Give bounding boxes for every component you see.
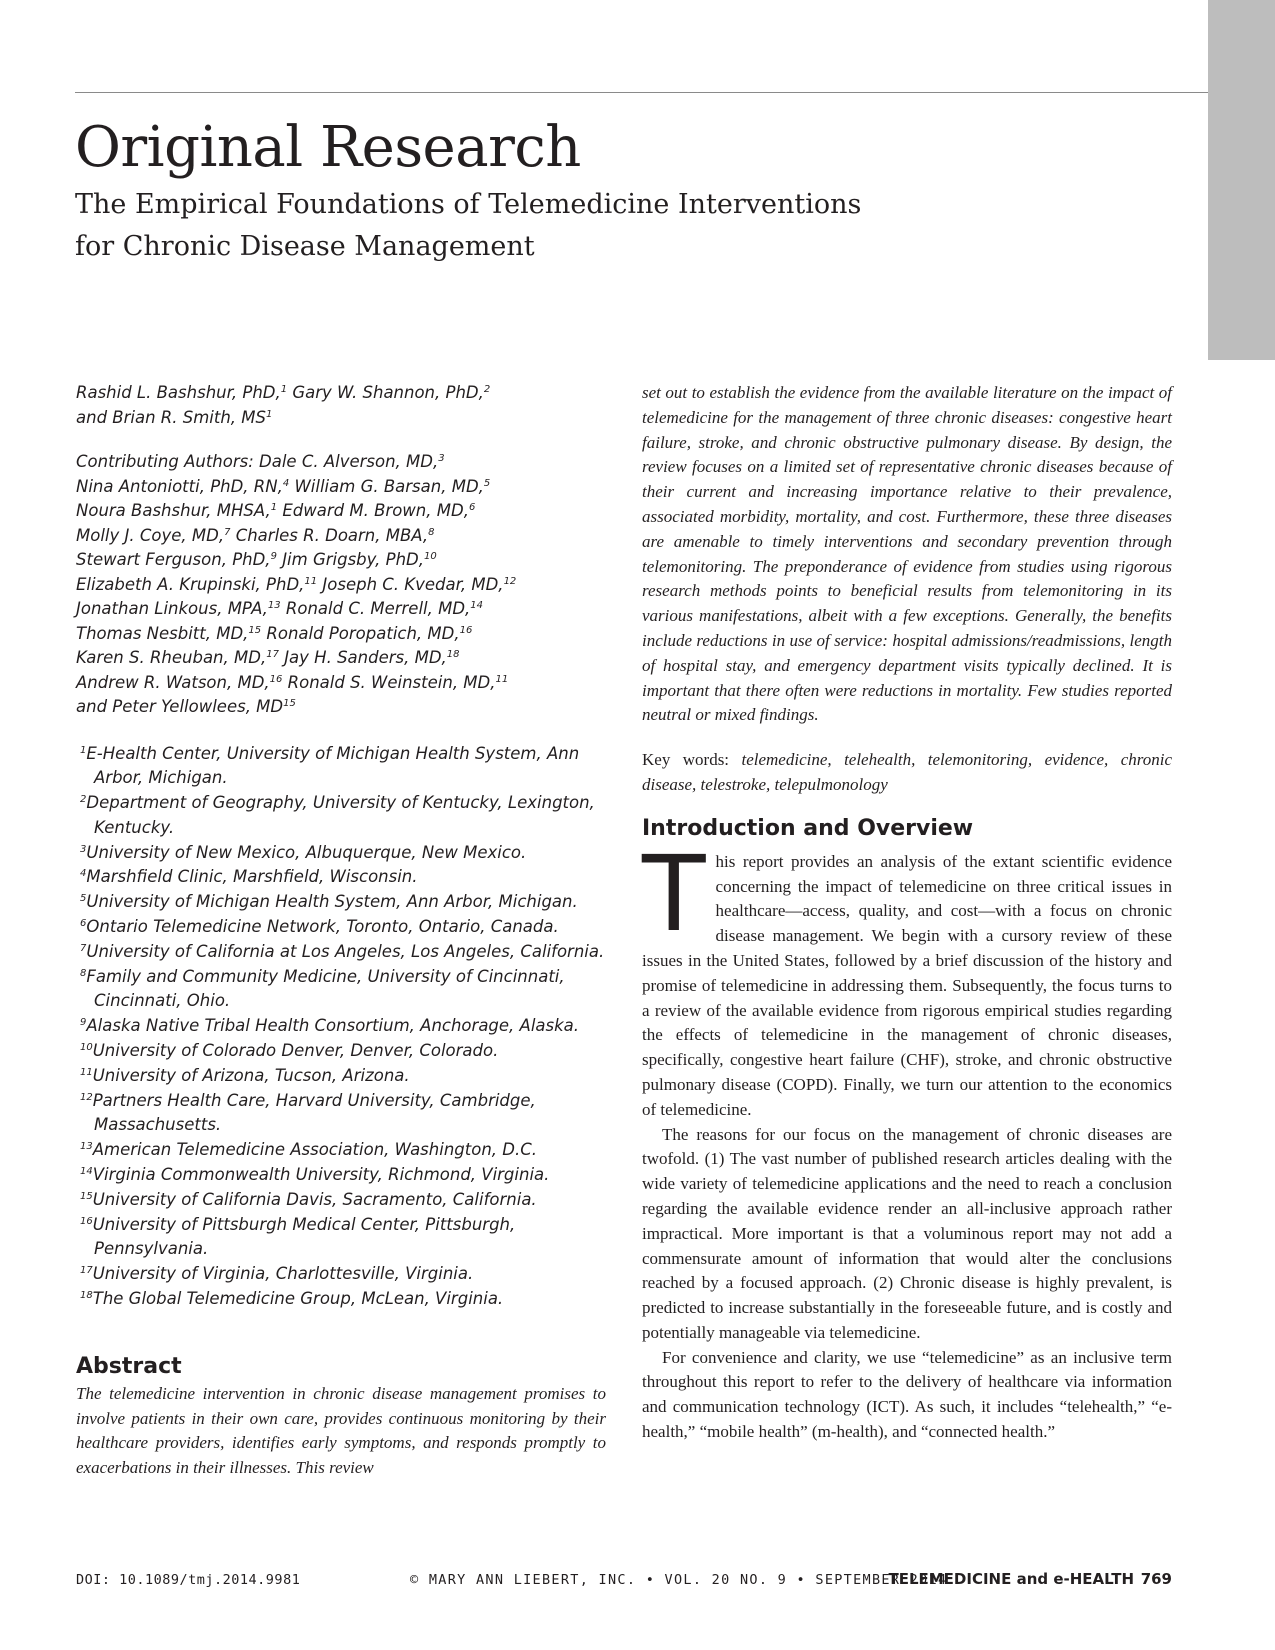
- author-name: Andrew R. Watson, MD,: [76, 672, 270, 692]
- affiliation-marker: 14: [470, 600, 484, 611]
- affiliation-marker: 10: [423, 551, 437, 562]
- keywords: [642, 748, 1172, 798]
- author-name: Karen S. Rheuban, MD,: [76, 648, 267, 667]
- affiliation-item: [76, 965, 606, 1015]
- affiliation-text: University of Colorado Denver, Denver, Colorado.: [92, 1041, 499, 1061]
- affiliation-marker: 1: [266, 408, 273, 420]
- affiliation-text: University of Arizona, Tucson, Arizona.: [92, 1065, 410, 1085]
- author-line: [76, 597, 606, 622]
- author-name: Rashid L. Bashshur, PhD,: [76, 383, 281, 402]
- affiliation-item: [76, 940, 606, 965]
- affiliation-marker: 17: [266, 649, 279, 660]
- author-name: Edward M. Brown, MD,: [282, 501, 469, 520]
- affiliation-item: [76, 1188, 606, 1213]
- affiliation-number: 3: [80, 843, 87, 855]
- introduction-body: [642, 832, 1172, 1445]
- affiliation-item: [76, 890, 606, 915]
- journal-name: TELEMEDICINE and e-HEALTH: [888, 1570, 1134, 1588]
- abstract-text: The telemedicine intervention in chronic disease management promises to involve patients in their own care, provides continuous monitoring by their healthcare providers, identifies early symptoms, and responds promptly to exacerbations in their illnesses. This review: [76, 1383, 606, 1478]
- affiliation-item: [76, 841, 606, 866]
- author-name: Jay H. Sanders, MD,: [284, 648, 447, 667]
- author-name: Ronald S. Weinstein, MD,: [287, 672, 496, 692]
- abstract-heading: Abstract: [76, 1353, 182, 1379]
- affiliation-item: [76, 1064, 606, 1089]
- left-column: [76, 381, 606, 1481]
- affiliation-text: University of New Mexico, Albuquerque, New Mexico.: [86, 842, 527, 862]
- author-line: [76, 548, 606, 573]
- affiliation-number: 16: [80, 1215, 93, 1227]
- affiliation-item: [76, 1163, 606, 1188]
- author-name: Elizabeth A. Krupinski, PhD,: [76, 574, 305, 594]
- affiliation-marker: 11: [495, 673, 509, 685]
- affiliation-number: 6: [80, 918, 87, 930]
- author-name: Molly J. Coye, MD,: [76, 525, 225, 545]
- affiliation-item: [76, 1262, 606, 1287]
- affiliation-number: 15: [80, 1190, 93, 1202]
- intro-paragraph: For convenience and clarity, we use “telemedicine” as an inclusive term throughout this report to refer to the delivery of healthcare via information and communication technology (ICT). As such, it includes “telehealth,” “e-health,” “mobile health” (m-health), and “connected health.”: [642, 1347, 1172, 1442]
- author-name: and Brian R. Smith, MS: [76, 407, 266, 427]
- author-line: [76, 695, 606, 720]
- affiliation-marker: 3: [438, 453, 445, 464]
- author-name: Ronald C. Merrell, MD,: [285, 599, 471, 618]
- affiliation-number: 5: [80, 893, 87, 905]
- affiliations-list: [76, 742, 606, 1312]
- author-name: William G. Barsan, MD,: [294, 476, 484, 496]
- affiliation-text: Alaska Native Tribal Health Consortium, Anchorage, Alaska.: [86, 1016, 580, 1036]
- intro-paragraph-text: his report provides an analysis of the extant scientific evidence concerning the impact of telemedicine on three critical issues in healthcare—access, quality, and cost—with a focus on chronic disease management. We begin with a cursory review of these issues in the United States, followed by a brief discussion of the history and promise of telemedicine in addressing them. Subsequently, the focus turns to a review of the available evidence from rigorous empirical studies regarding the effects of telemedicine in the management of chronic diseases, specifically, congestive heart failure (CHF), stroke, and chronic obstructive pulmonary disease (COPD). Finally, we turn our attention to the economics of telemedicine.: [642, 851, 1172, 1119]
- affiliation-number: 14: [80, 1166, 93, 1178]
- author-line: [76, 646, 606, 671]
- affiliation-text: The Global Telemedicine Group, McLean, Virginia.: [92, 1289, 504, 1309]
- affiliation-marker: 1: [270, 502, 278, 513]
- affiliation-item: [76, 1213, 606, 1263]
- affiliation-number: 4: [80, 868, 87, 880]
- affiliation-item: [76, 1287, 606, 1312]
- affiliation-number: 18: [80, 1290, 93, 1302]
- affiliation-item: [76, 915, 606, 940]
- author-name: Stewart Ferguson, PhD,: [76, 550, 271, 569]
- affiliation-text: American Telemedicine Association, Washington, D.C.: [92, 1140, 537, 1160]
- affiliation-marker: 12: [503, 575, 517, 587]
- side-tab-marker: [1208, 0, 1275, 360]
- affiliation-marker: 6: [468, 502, 476, 513]
- affiliation-marker: 16: [269, 673, 283, 685]
- affiliation-marker: 16: [459, 624, 473, 636]
- affiliation-marker: 13: [267, 600, 281, 611]
- affiliation-marker: 5: [483, 477, 491, 489]
- author-line: [76, 406, 606, 431]
- affiliation-item: [76, 1039, 606, 1064]
- affiliation-text: Marshfield Clinic, Marshfield, Wisconsin.: [86, 867, 418, 887]
- author-name: Jim Grigsby, PhD,: [282, 550, 424, 569]
- affiliation-marker: 7: [224, 526, 231, 538]
- author-name: Noura Bashshur, MHSA,: [76, 501, 271, 520]
- affiliation-number: 11: [80, 1066, 93, 1078]
- page-number: 769: [1140, 1570, 1172, 1588]
- affiliation-number: 1: [80, 744, 87, 756]
- affiliation-item: [76, 1014, 606, 1039]
- author-line: [76, 573, 606, 598]
- introduction-heading: Introduction and Overview: [642, 815, 974, 841]
- affiliation-number: 2: [80, 794, 87, 806]
- affiliation-marker: 1: [280, 384, 288, 395]
- affiliation-item: [76, 742, 606, 792]
- affiliation-text: University of California Davis, Sacramento, California.: [92, 1189, 537, 1209]
- author-line: [76, 475, 606, 500]
- affiliation-number: 13: [80, 1141, 93, 1153]
- abstract-text-continued: set out to establish the evidence from the available literature on the impact of telemedicine for the management of three chronic diseases: congestive heart failure, stroke, and chronic obstructive pulmonary disease. By design, the review focuses on a limited set of representative chronic diseases because of their current and increasing importance relative to their prevalence, associated morbidity, mortality, and cost. Furthermore, these three diseases are amenable to timely interventions and secondary prevention through telemonitoring. The preponderance of evidence from studies using rigorous research methods points to beneficial results from telemonitoring in its various manifestations, albeit with a few exceptions. Generally, the benefits include reductions in use of service: hospital admissions/readmissions, length of hospital stay, and emergency department visits typically declined. It is important that there often were reductions in mortality. Few studies reported neutral or mixed findings.: [642, 383, 1172, 725]
- affiliation-text: Family and Community Medicine, University of Cincinnati, Cincinnati, Ohio.: [86, 966, 565, 1011]
- author-name: Nina Antoniotti, PhD, RN,: [76, 476, 283, 496]
- affiliation-item: [76, 1089, 606, 1139]
- keywords-list: telemedicine, telehealth, telemonitoring, evidence, chronic disease, telestroke, telepulmonology: [642, 750, 1172, 794]
- author-name: Thomas Nesbitt, MD,: [76, 623, 249, 643]
- keywords-label: Key words:: [642, 750, 730, 770]
- author-line: [76, 671, 606, 696]
- affiliation-marker: 15: [283, 698, 296, 709]
- affiliation-item: [76, 791, 606, 841]
- publisher-info: © MARY ANN LIEBERT, INC. • VOL. 20 NO. 9 • SEPTEMBER 2014: [410, 1572, 948, 1588]
- author-line: [76, 524, 606, 549]
- author-line: [76, 622, 606, 647]
- affiliation-text: E-Health Center, University of Michigan Health System, Ann Arbor, Michigan.: [86, 743, 580, 788]
- affiliation-text: Partners Health Care, Harvard University, Cambridge, Massachusetts.: [92, 1090, 536, 1135]
- affiliation-number: 9: [80, 1017, 87, 1029]
- affiliation-marker: 15: [248, 624, 262, 636]
- affiliation-text: Ontario Telemedicine Network, Toronto, Ontario, Canada.: [86, 917, 559, 937]
- page-footer: [76, 1570, 1172, 1592]
- affiliation-marker: 4: [282, 477, 290, 489]
- affiliation-number: 7: [80, 942, 87, 954]
- right-column: [642, 381, 1172, 1445]
- affiliation-text: University of Pittsburgh Medical Center, Pittsburgh, Pennsylvania.: [92, 1214, 516, 1259]
- contributing-authors: [76, 450, 606, 720]
- author-line: [76, 450, 606, 475]
- affiliation-item: [76, 1138, 606, 1163]
- affiliation-marker: 11: [304, 575, 318, 587]
- intro-paragraph: The reasons for our focus on the management of chronic diseases are twofold. (1) The vast number of published research articles dealing with the wide variety of telemedicine applications and the need to reach a conclusion regarding the available evidence render an all-inclusive approach rather impractical. More important is that a voluminous report may not add a commensurate amount of information that would alter the conclusions reached by a focused approach. (2) Chronic disease is highly prevalent, is predicted to increase substantially in the foreseeable future, and is costly and potentially manageable via telemedicine.: [642, 1124, 1172, 1342]
- affiliation-text: Virginia Commonwealth University, Richmond, Virginia.: [92, 1165, 550, 1185]
- affiliation-text: University of Virginia, Charlottesville, Virginia.: [92, 1264, 474, 1284]
- author-line: [76, 381, 606, 406]
- section-label: Original Research: [75, 115, 581, 180]
- affiliation-marker: 9: [270, 551, 277, 562]
- author-name: Gary W. Shannon, PhD,: [292, 383, 484, 402]
- author-name: Contributing Authors: Dale C. Alverson, MD,: [76, 452, 439, 471]
- article-title: [75, 184, 1175, 268]
- affiliation-marker: 8: [428, 526, 435, 538]
- author-name: Jonathan Linkous, MPA,: [76, 599, 268, 618]
- intro-paragraph: [642, 832, 1172, 1123]
- author-name: Ronald Poropatich, MD,: [266, 623, 460, 643]
- doi-text: DOI: 10.1089/tmj.2014.9981: [76, 1572, 301, 1588]
- affiliation-item: [76, 865, 606, 890]
- affiliation-marker: 18: [446, 649, 460, 660]
- affiliation-text: University of California at Los Angeles, Los Angeles, California.: [86, 941, 605, 961]
- affiliation-marker: 2: [483, 384, 491, 395]
- author-line: [76, 499, 606, 524]
- header-rule: [75, 92, 1208, 93]
- affiliation-number: 8: [80, 967, 87, 979]
- author-name: Charles R. Doarn, MBA,: [235, 525, 429, 545]
- affiliation-text: Department of Geography, University of Kentucky, Lexington, Kentucky.: [86, 793, 595, 837]
- affiliation-number: 12: [80, 1091, 93, 1103]
- affiliation-text: University of Michigan Health System, Ann Arbor, Michigan.: [86, 892, 578, 912]
- author-name: Joseph C. Kvedar, MD,: [322, 574, 504, 594]
- drop-cap: T: [642, 832, 706, 955]
- primary-authors: [76, 381, 606, 430]
- article-header: [75, 114, 1175, 268]
- affiliation-number: 17: [80, 1265, 93, 1277]
- author-name: and Peter Yellowlees, MD: [76, 697, 284, 716]
- affiliation-number: 10: [80, 1042, 93, 1054]
- article-title-line: The Empirical Foundations of Telemedicine Interventions: [75, 189, 862, 220]
- article-title-line: for Chronic Disease Management: [75, 231, 535, 262]
